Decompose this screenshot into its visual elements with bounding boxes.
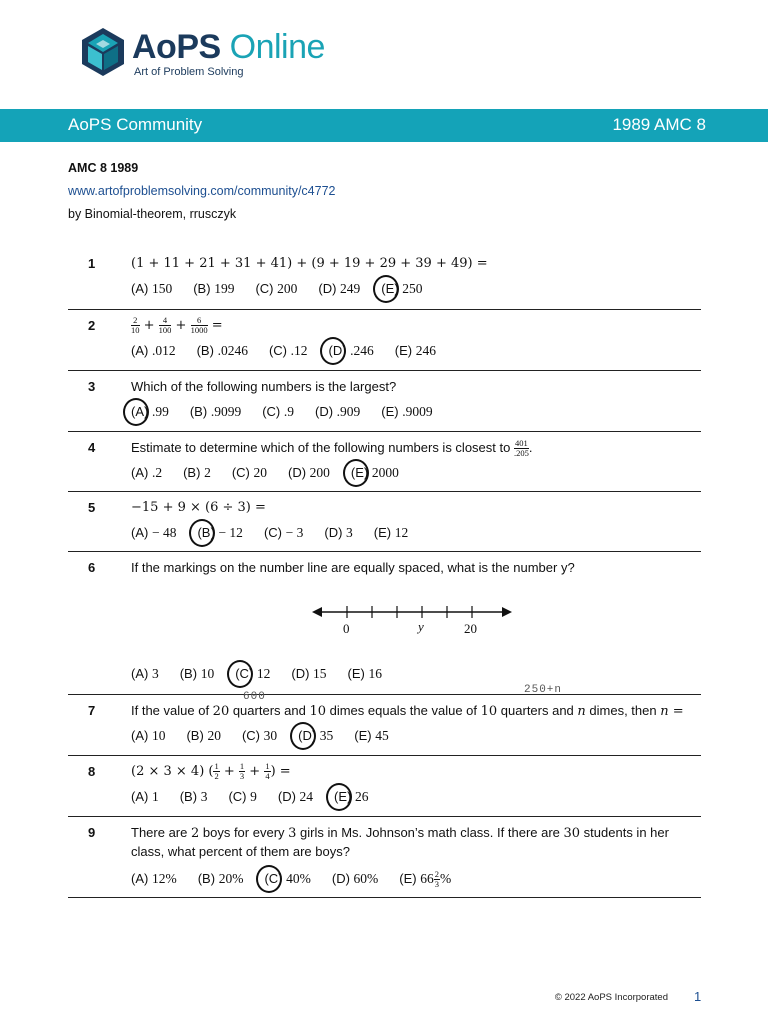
choice-value: .9009 bbox=[402, 404, 433, 419]
choice-label: (C) bbox=[231, 465, 250, 480]
choice-d bbox=[288, 465, 330, 481]
choice-d bbox=[315, 404, 360, 420]
logo-wordmark bbox=[132, 28, 325, 67]
problem-number: 6 bbox=[88, 560, 96, 575]
problem-2 bbox=[68, 310, 701, 371]
choice-d bbox=[278, 789, 313, 805]
problem-7 bbox=[68, 695, 701, 756]
fraction: $\frac{401}{.205}$ bbox=[513, 438, 529, 459]
choice-e bbox=[374, 525, 408, 541]
choice-e: (E) 66 $\frac{2}{3}$ % bbox=[399, 869, 452, 889]
problem-question: (1 + 11 + 21 + 31 + 41) + (9 + 19 + 29 + 39 + 49) = bbox=[131, 256, 488, 271]
hand-drawn-answer-circle bbox=[320, 337, 346, 365]
choice-value: 200 bbox=[277, 281, 298, 296]
choice-d bbox=[298, 728, 333, 744]
choice-b bbox=[180, 789, 208, 805]
choice-e bbox=[381, 281, 422, 297]
choice-e bbox=[354, 728, 388, 744]
answer-choices bbox=[131, 465, 420, 481]
choice-a bbox=[131, 871, 177, 887]
choice-b bbox=[198, 871, 244, 887]
choice-d bbox=[291, 666, 326, 682]
number-line-label-y: y bbox=[418, 619, 424, 634]
choice-c bbox=[269, 343, 308, 359]
answer-choices bbox=[131, 789, 390, 805]
choice-label: (C) bbox=[262, 404, 281, 419]
choice-value: 20 bbox=[207, 728, 221, 743]
answer-choices bbox=[131, 281, 444, 297]
choice-value: .99 bbox=[151, 404, 169, 419]
copyright: © 2022 AoPS Incorporated bbox=[554, 992, 668, 1003]
banner-community: AoPS Community bbox=[68, 115, 203, 134]
problem-number: 9 bbox=[88, 825, 96, 840]
choice-b bbox=[190, 404, 241, 420]
choice-value: 12 bbox=[256, 666, 271, 681]
choice-value: 2 bbox=[204, 465, 211, 480]
choice-label: (E) bbox=[334, 789, 352, 804]
choice-label: (A) bbox=[131, 525, 149, 540]
choice-label: (C) bbox=[235, 666, 254, 681]
problem-3 bbox=[68, 371, 701, 432]
problem-question: Which of the following numbers is the largest? bbox=[131, 379, 397, 394]
choice-c bbox=[232, 465, 267, 481]
problem-list bbox=[68, 248, 701, 898]
hand-drawn-answer-circle bbox=[343, 459, 369, 487]
problem-number: 4 bbox=[88, 440, 96, 455]
choice-label: (E) bbox=[354, 728, 372, 743]
choice-c bbox=[262, 404, 294, 420]
problem-4 bbox=[68, 432, 701, 492]
number-line-label-0: 0 bbox=[343, 621, 350, 636]
choice-a bbox=[131, 525, 176, 541]
choice-value: 12% bbox=[151, 870, 177, 886]
choice-label: (D) bbox=[287, 465, 307, 480]
choice-value: 30 bbox=[263, 728, 278, 743]
fraction: $\frac{4}{100}$ bbox=[158, 315, 172, 335]
choice-value: 45 bbox=[375, 728, 389, 743]
problem-question: $\frac{2}{10}$ + $\frac{4}{100}$ + $\frac{6}{1000}$ = bbox=[131, 315, 223, 335]
choice-value: 15 bbox=[313, 666, 327, 681]
choice-value: 200 bbox=[309, 465, 330, 480]
choice-a bbox=[131, 281, 172, 297]
choice-label: (A) bbox=[131, 666, 149, 681]
authors: by Binomial-theorem, rrusczyk bbox=[68, 207, 237, 221]
choice-e bbox=[381, 404, 432, 420]
problem-question: Estimate to determine which of the following numbers is closest to $\frac{401}{.205}$ . bbox=[131, 438, 533, 459]
choice-b bbox=[186, 728, 220, 744]
choice-value: 20 bbox=[253, 465, 267, 480]
choice-a bbox=[131, 666, 159, 682]
choice-e bbox=[395, 343, 436, 359]
mixed-fraction: $\frac{2}{3}$ bbox=[434, 869, 439, 889]
problem-number: 7 bbox=[88, 703, 96, 718]
choice-value: .9 bbox=[283, 404, 294, 419]
choice-label: (B) bbox=[179, 789, 198, 804]
choice-c bbox=[255, 281, 297, 297]
choice-value: 250 bbox=[402, 281, 423, 296]
choice-label: (A) bbox=[131, 404, 149, 419]
logo-brand: AoPS bbox=[132, 28, 221, 66]
choice-b bbox=[183, 465, 211, 481]
choice-value: 150 bbox=[151, 281, 173, 296]
problem-question: If the markings on the number line are equally spaced, what is the number y? bbox=[131, 560, 575, 575]
choice-label: (D) bbox=[324, 525, 343, 540]
choice-label: (E) bbox=[373, 525, 392, 540]
choice-label: (B) bbox=[186, 728, 204, 743]
choice-label: (C) bbox=[264, 870, 283, 886]
problem-number: 5 bbox=[88, 500, 96, 515]
choice-value: 16 bbox=[368, 666, 382, 681]
choice-label: (B) bbox=[179, 666, 198, 681]
choice-c bbox=[228, 789, 256, 805]
choice-value: .012 bbox=[151, 343, 176, 358]
choice-label: (A) bbox=[131, 343, 149, 358]
problem-question: (2 × 3 × 4) ( $\frac{1}{2}$ + $\frac{1}{3}$ + $\frac{1}{4}$ ) = bbox=[131, 761, 291, 781]
logo-subtitle: Art of Problem Solving bbox=[134, 66, 244, 78]
choice-label: (D) bbox=[277, 789, 296, 804]
hand-drawn-answer-circle bbox=[123, 398, 149, 426]
choice-label: (A) bbox=[131, 281, 149, 296]
answer-choices bbox=[131, 343, 457, 359]
choice-c bbox=[264, 871, 310, 887]
choice-value: 10 bbox=[200, 666, 215, 681]
choice-value: 246 bbox=[415, 343, 436, 358]
choice-value: 20% bbox=[218, 870, 244, 886]
problem-number: 8 bbox=[88, 764, 96, 779]
document-meta bbox=[68, 157, 335, 226]
choice-label: (C) bbox=[268, 343, 287, 358]
choice-value: 3 bbox=[151, 666, 159, 681]
choice-d bbox=[324, 525, 352, 541]
choice-value: 3 bbox=[200, 789, 208, 804]
problem-question: If the value of 20 quarters and 10 dimes equals the value of 10 quarters and n dimes, then n = bbox=[131, 703, 684, 719]
choice-d bbox=[332, 871, 378, 887]
choice-value: .12 bbox=[290, 343, 308, 358]
choice-e bbox=[348, 666, 382, 682]
choice-label: (E) bbox=[347, 666, 365, 681]
choice-label: (A) bbox=[131, 789, 149, 804]
choice-label: (A) bbox=[131, 870, 149, 886]
choice-label: (B) bbox=[193, 281, 211, 296]
choice-label: (A) bbox=[131, 728, 149, 743]
choice-value: .2 bbox=[151, 465, 163, 480]
choice-a bbox=[131, 789, 159, 805]
answer-choices bbox=[131, 666, 403, 682]
choice-label: (D) bbox=[328, 343, 347, 358]
choice-value: 1 bbox=[151, 789, 159, 804]
choice-value: − 12 bbox=[218, 525, 243, 540]
choice-label: (D) bbox=[318, 281, 337, 296]
choice-value: 26 bbox=[355, 789, 369, 804]
choice-value: 249 bbox=[340, 281, 361, 296]
choice-a bbox=[131, 343, 176, 359]
community-link[interactable]: www.artofproblemsolving.com/community/c4772 bbox=[68, 184, 336, 198]
choice-c bbox=[242, 728, 277, 744]
choice-value: .9099 bbox=[210, 404, 242, 419]
choice-b bbox=[197, 525, 242, 541]
choice-b bbox=[180, 666, 214, 682]
choice-label: (A) bbox=[131, 465, 149, 480]
problem-1 bbox=[68, 248, 701, 310]
choice-value: 60% bbox=[353, 870, 379, 886]
problem-5 bbox=[68, 492, 701, 552]
choice-label: (D) bbox=[291, 666, 310, 681]
choice-label: (E) bbox=[394, 343, 413, 358]
hand-drawn-answer-circle bbox=[326, 783, 352, 811]
choice-a bbox=[131, 404, 169, 420]
hand-drawn-answer-circle bbox=[256, 865, 282, 893]
choice-label: (B) bbox=[197, 870, 216, 886]
choice-label: (D) bbox=[331, 870, 350, 886]
choice-e bbox=[351, 465, 399, 481]
choice-value: 66 bbox=[420, 870, 434, 886]
choice-value: 35 bbox=[319, 728, 334, 743]
choice-label: (B) bbox=[189, 404, 208, 419]
choice-c bbox=[235, 666, 270, 682]
banner-contest: 1989 AMC 8 bbox=[612, 115, 706, 134]
problem-9 bbox=[68, 817, 701, 898]
answer-choices bbox=[131, 404, 454, 420]
document-title: AMC 8 1989 bbox=[68, 161, 139, 175]
choice-d bbox=[328, 343, 373, 359]
hand-drawn-answer-circle bbox=[189, 519, 215, 547]
choice-b bbox=[193, 281, 234, 297]
handwritten-note-600: 600 bbox=[243, 691, 266, 703]
hand-drawn-answer-circle bbox=[227, 660, 253, 688]
choice-value: − 3 bbox=[285, 525, 304, 540]
choice-value: 199 bbox=[214, 281, 235, 296]
choice-value: 10 bbox=[151, 728, 166, 743]
choice-label: (C) bbox=[228, 789, 247, 804]
choice-a bbox=[131, 465, 162, 481]
choice-a bbox=[131, 728, 165, 744]
answer-choices bbox=[131, 525, 429, 541]
choice-value: 40% bbox=[286, 870, 311, 886]
problem-number: 2 bbox=[88, 318, 96, 333]
page-number: 1 bbox=[694, 989, 702, 1004]
choice-label: (D) bbox=[298, 728, 317, 743]
choice-label: (B) bbox=[183, 465, 201, 480]
aops-cube-logo-icon bbox=[80, 26, 126, 78]
choice-label: (C) bbox=[263, 525, 282, 540]
choice-c bbox=[264, 525, 303, 541]
choice-label: (B) bbox=[197, 525, 215, 540]
problem-number: 1 bbox=[88, 256, 96, 271]
choice-b bbox=[197, 343, 248, 359]
choice-label: (C) bbox=[241, 728, 260, 743]
choice-label: (C) bbox=[255, 281, 274, 296]
problem-question: There are 2 boys for every 3 girls in Ms. Johnson’s math class. If there are 30 students in her class, what percent of them are boys? bbox=[131, 825, 669, 859]
choice-label: (E) bbox=[381, 404, 399, 419]
problem-8 bbox=[68, 756, 701, 817]
choice-value: .0246 bbox=[217, 343, 248, 358]
choice-label: (D) bbox=[314, 404, 334, 419]
choice-label: (E) bbox=[350, 465, 369, 480]
number-line-label-20: 20 bbox=[464, 621, 477, 636]
answer-choices bbox=[131, 728, 410, 744]
choice-d bbox=[318, 281, 360, 297]
choice-value: 2000 bbox=[371, 465, 399, 480]
choice-value: 9 bbox=[250, 789, 257, 804]
handwritten-note-250n: 250+n bbox=[524, 684, 563, 696]
choice-e bbox=[334, 789, 368, 805]
fraction: $\frac{2}{10}$ bbox=[131, 315, 140, 335]
choice-value: 3 bbox=[346, 525, 353, 540]
choice-label: (E) bbox=[399, 870, 417, 886]
logo-online: Online bbox=[229, 28, 325, 66]
header-banner bbox=[0, 109, 768, 142]
hand-drawn-answer-circle bbox=[290, 722, 316, 750]
problem-number: 3 bbox=[88, 379, 96, 394]
choice-value: 24 bbox=[299, 789, 314, 804]
fraction: $\frac{6}{1000}$ bbox=[190, 315, 208, 335]
choice-label: (E) bbox=[381, 281, 399, 296]
choice-label: (B) bbox=[196, 343, 214, 358]
aops-logo bbox=[80, 26, 340, 86]
choice-value: .909 bbox=[336, 404, 361, 419]
choice-value: 12 bbox=[394, 525, 409, 540]
choice-value: .246 bbox=[350, 343, 374, 358]
answer-choices bbox=[131, 870, 472, 889]
problem-question: −15 + 9 × (6 ÷ 3) = bbox=[131, 500, 266, 515]
hand-drawn-answer-circle bbox=[373, 275, 399, 303]
choice-value: − 48 bbox=[151, 525, 177, 540]
